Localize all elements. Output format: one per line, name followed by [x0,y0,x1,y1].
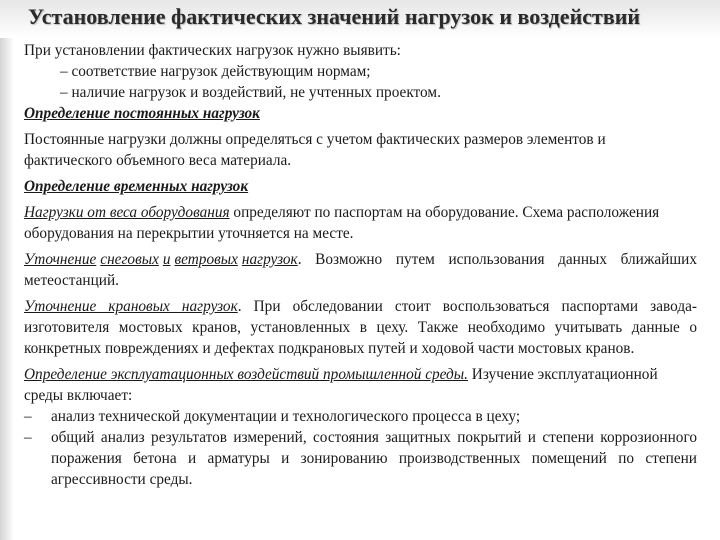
left-gradient-decoration [0,0,14,540]
crane-paragraph [24,296,697,359]
list-item-text: общий анализ результатов измерений, состояния защитных покрытий и степени коррозионного поражения бетона и арматуры и зонированию производственных помещений по степени агрессивности среды. [51,429,697,488]
equipment-paragraph [24,202,697,244]
intro-text: При установлении фактических нагрузок нужно выявить: [24,42,401,59]
list-item [24,406,697,427]
snow-wind-link-word: снеговых [100,251,159,268]
permanent-loads-text: Постоянные нагрузки должны определяться с учетом фактических размеров элементов и фактического объемного веса материала. [24,131,606,169]
industrial-environment-text: Изучение эксплуатационной среды включает: [24,366,658,404]
list-item [24,427,697,490]
slide-content [24,40,697,490]
intro-item: – соответствие нагрузок действующим нормам; [60,63,371,80]
slide-title: Установление фактических значений нагрузок и воздействий [28,4,641,29]
equipment-loads-text: определяют по паспортам на оборудование. Схема расположения оборудования на перекрытии уточняется на месте. [24,204,660,242]
temporary-loads-heading: Определение временных нагрузок [24,178,249,195]
snow-wind-link-word: Уточнение [24,251,97,268]
snow-wind-link-word: ветровых [174,251,238,268]
snow-wind-text: . Возможно путем использования данных ближайших метеостанций. [24,251,697,289]
crane-loads-link: Уточнение крановых нагрузок [24,298,238,315]
dash-bullet: – [24,429,32,446]
permanent-loads-heading: Определение постоянных нагрузок [24,105,260,122]
industrial-environment-link: Определение эксплуатационных воздействий промышленной среды. [24,366,468,383]
equipment-loads-link: Нагрузки от веса оборудования [24,204,230,221]
snow-wind-paragraph [24,249,697,291]
snow-wind-link-word: и [162,251,171,268]
crane-loads-text: . При обследовании стоит воспользоваться паспортами завода-изготовителя мостовых кранов, установленных в цеху. Также необходимо учитывать данные о конкретных повреждениях и дефектах подкрановых путей и ходовой части мостовых кранов. [24,298,697,357]
industrial-paragraph [24,364,697,406]
intro-item: – наличие нагрузок и воздействий, не учтенных проектом. [60,84,441,101]
dash-bullet: – [24,408,32,425]
list-item-text: анализ технической документации и технологического процесса в цеху; [51,408,521,425]
snow-wind-link-word: нагрузок [241,251,298,268]
